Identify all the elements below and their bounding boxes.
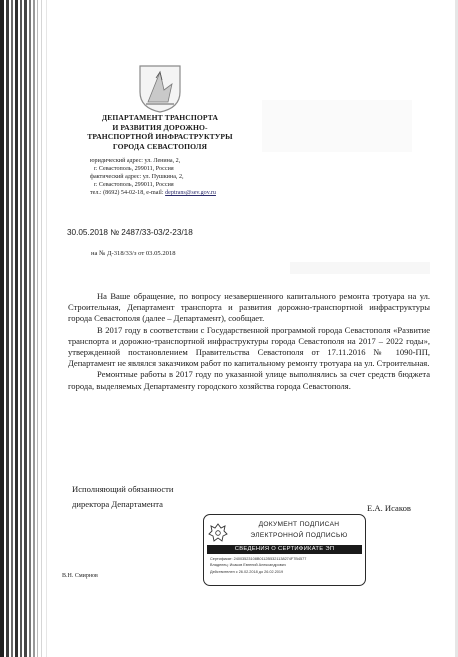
letter-body — [68, 291, 430, 392]
address-line: г. Севастополь, 299011, Россия — [94, 182, 174, 188]
department-address — [90, 157, 250, 197]
outgoing-registration-number: 30.05.2018 № 2487/33-03/2-23/18 — [67, 228, 193, 237]
department-name — [62, 113, 258, 151]
signatory-name: Е.А. Исаков — [367, 503, 411, 513]
department-line: И РАЗВИТИЯ ДОРОЖНО- — [112, 122, 208, 132]
department-line: ДЕПАРТАМЕНТ ТРАНСПОРТА — [101, 113, 219, 122]
stamp-certificate-header: СВЕДЕНИЯ О СЕРТИФИКАТЕ ЭП — [207, 545, 362, 554]
signatory-title — [72, 482, 174, 512]
phone-text: тел.: (8692) 54-02-18, e-mail: — [90, 190, 166, 196]
certificate-owner: Владелец: Исаков Евгений Александрович — [210, 563, 286, 568]
address-line: фактический адрес: ул. Пушкина, 2, — [90, 174, 184, 180]
stamp-subtitle: ЭЛЕКТРОННОЙ ПОДПИСЬЮ — [250, 532, 348, 539]
email-link[interactable]: deptrans@sev.gov.ru — [165, 190, 216, 196]
incoming-reference: на № Д-318/33/з от 03.05.2018 — [91, 250, 176, 257]
body-paragraph: На Ваше обращение, по вопросу незавершенного капитального ремонта тротуара на ул. Строительная, Департамент транспорта и развития дорожно-транспортной инфраструктуры города Севастополя (далее – Департамент), сообщает. — [68, 291, 430, 324]
coat-of-arms-icon — [208, 522, 228, 544]
redacted-recipient-block — [262, 100, 412, 152]
scan-edge-artifact — [0, 0, 58, 657]
certificate-validity: Действителен с 26.02.2018 до 26.02.2019 — [210, 569, 284, 574]
electronic-signature-stamp — [203, 514, 366, 586]
address-line: г. Севастополь, 299011, Россия — [94, 166, 174, 172]
body-paragraph: Ремонтные работы в 2017 году по указанной улице выполнялись за счет средств бюджета города, выделяемых Департаменту городского хозяйства города Севастополя. — [68, 369, 430, 391]
department-line: ТРАНСПОРТНОЙ ИНФРАСТРУКТУРЫ — [87, 132, 233, 142]
department-line: ГОРОДА СЕВАСТОПОЛЯ — [112, 141, 208, 151]
stamp-title: ДОКУМЕНТ ПОДПИСАН — [258, 521, 340, 528]
signatory-title-line: директора Департамента — [72, 499, 163, 509]
sevastopol-emblem-icon — [134, 62, 186, 114]
contacts-line — [90, 189, 250, 197]
stamp-details — [210, 556, 360, 575]
redacted-recipient-line — [290, 262, 430, 274]
certificate-number: Сертификат: 24003523108B0112B5321138274F7B4577 — [210, 557, 307, 561]
address-line: юридический адрес: ул. Ленина, 2, — [90, 158, 181, 164]
executor-name: В.Н. Смирнов — [62, 573, 98, 579]
signatory-title-line: Исполняющий обязанности — [72, 484, 174, 494]
body-paragraph: В 2017 году в соответствии с Государственной программой города Севастополя «Развитие транспорта и дорожно-транспортной инфраструктуры города Севастополя на 2017 – 2022 годы», утвержденной постановлением Правительства Севастополя от 17.11.2016 № 1090-ПП, Департамент не являлся заказчиком работ по капитальному ремонту тротуара на ул. Строительная. — [68, 324, 430, 369]
